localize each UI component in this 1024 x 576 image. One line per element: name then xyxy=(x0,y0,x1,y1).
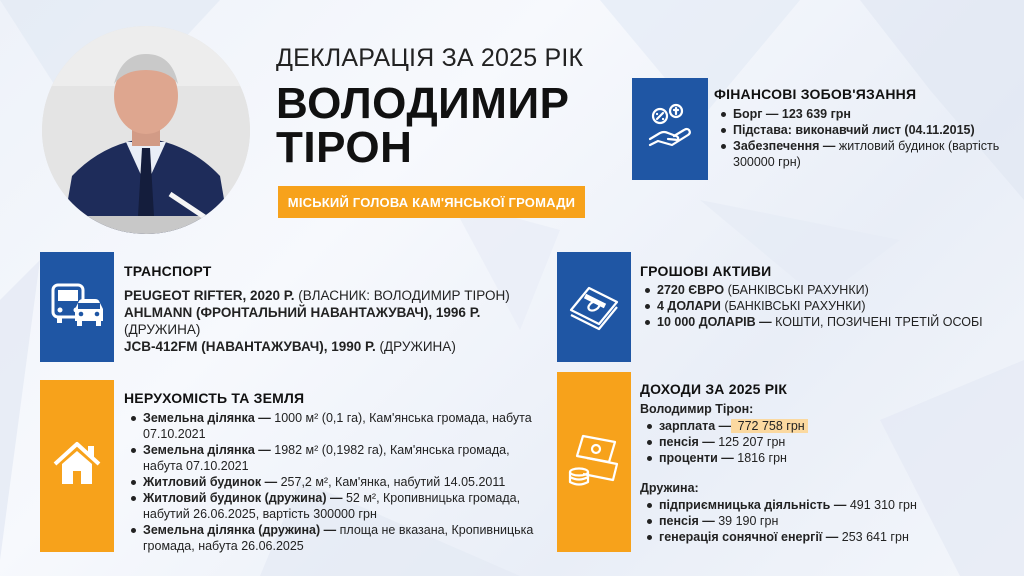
list-item: Житловий будинок (дружина) — 52 м², Кропивницька громада, набутий 26.06.2025, вартість 300000 грн xyxy=(128,490,548,522)
list-item: Земельна ділянка — 1000 м² (0,1 га), Кам'янська громада, набута 07.10.2021 xyxy=(128,410,548,442)
money-coins-icon xyxy=(565,428,623,497)
income-list-b xyxy=(644,497,1014,545)
property-icon-box xyxy=(40,380,114,552)
property-list xyxy=(128,410,548,554)
list-item: Житловий будинок — 257,2 м², Кам'янка, набутий 14.05.2011 xyxy=(128,474,548,490)
list-item: Підстава: виконавчий лист (04.11.2015) xyxy=(718,122,1018,138)
person-name xyxy=(276,79,570,172)
property-title: НЕРУХОМІСТЬ ТА ЗЕМЛЯ xyxy=(124,390,305,406)
transport-title: ТРАНСПОРТ xyxy=(124,263,212,279)
salary-highlight: 772 758 грн xyxy=(731,419,808,433)
role-badge: МІСЬКИЙ ГОЛОВА КАМ'ЯНСЬКОЇ ГРОМАДИ xyxy=(278,186,585,218)
transport-icon-box xyxy=(40,252,114,362)
name-line-2: ТІРОН xyxy=(276,123,413,172)
list-item: генерація сонячної енергії — 253 641 грн xyxy=(644,529,1014,545)
list-item: пенсія — 39 190 грн xyxy=(644,513,1014,529)
list-item: Земельна ділянка — 1982 м² (0,1982 га), Кам'янська громада, набута 07.10.2021 xyxy=(128,442,548,474)
house-icon xyxy=(51,438,103,495)
declaration-heading: ДЕКЛАРАЦІЯ ЗА 2025 РІК xyxy=(276,44,584,72)
list-item: проценти — 1816 грн xyxy=(644,450,1014,466)
cash-icon-box xyxy=(557,252,631,362)
list-item: 2720 ЄВРО (БАНКІВСЬКІ РАХУНКИ) xyxy=(642,282,1022,298)
list-item: 10 000 ДОЛАРІВ — КОШТИ, ПОЗИЧЕНІ ТРЕТІЙ ОСОБІ xyxy=(642,314,1022,330)
income-person-b: Дружина: xyxy=(640,481,699,495)
income-title: ДОХОДИ ЗА 2025 РІК xyxy=(640,381,788,397)
income-person-a: Володимир Тірон: xyxy=(640,402,754,416)
list-item: JCB-412FM (НАВАНТАЖУВАЧ), 1990 Р. (ДРУЖИНА) xyxy=(124,339,456,354)
list-item: PEUGEOT RIFTER, 2020 Р. (ВЛАСНИК: ВОЛОДИМИР ТІРОН) xyxy=(124,288,510,303)
list-item: Земельна ділянка (дружина) — площа не вказана, Кропивницька громада, набута 26.06.2025 xyxy=(128,522,548,554)
list-item: підприємницька діяльність — 491 310 грн xyxy=(644,497,1014,513)
cash-title: ГРОШОВІ АКТИВИ xyxy=(640,263,772,279)
list-item: зарплата — 772 758 грн xyxy=(644,418,1014,434)
list-item: AHLMANN (ФРОНТАЛЬНИЙ НАВАНТАЖУВАЧ), 1996 Р. (ДРУЖИНА) xyxy=(124,305,481,337)
income-list-a xyxy=(644,418,1014,466)
hand-money-icon xyxy=(642,99,698,160)
list-item: 4 ДОЛАРИ (БАНКІВСЬКІ РАХУНКИ) xyxy=(642,298,1022,314)
financial-title: ФІНАНСОВІ ЗОБОВ'ЯЗАННЯ xyxy=(714,86,917,102)
list-item: Борг — 123 639 грн xyxy=(718,106,1018,122)
financial-list xyxy=(718,106,1018,170)
list-item: пенсія — 125 207 грн xyxy=(644,434,1014,450)
cash-list xyxy=(642,282,1022,330)
financial-icon-box xyxy=(632,78,708,180)
transport-list xyxy=(124,287,554,355)
portrait-photo xyxy=(42,26,250,234)
income-icon-box xyxy=(557,372,631,552)
vehicles-icon xyxy=(49,277,105,338)
list-item: Забезпечення — житловий будинок (вартість 300000 грн) xyxy=(718,138,1018,170)
banknotes-icon xyxy=(565,276,623,339)
name-line-1: ВОЛОДИМИР xyxy=(276,79,570,128)
